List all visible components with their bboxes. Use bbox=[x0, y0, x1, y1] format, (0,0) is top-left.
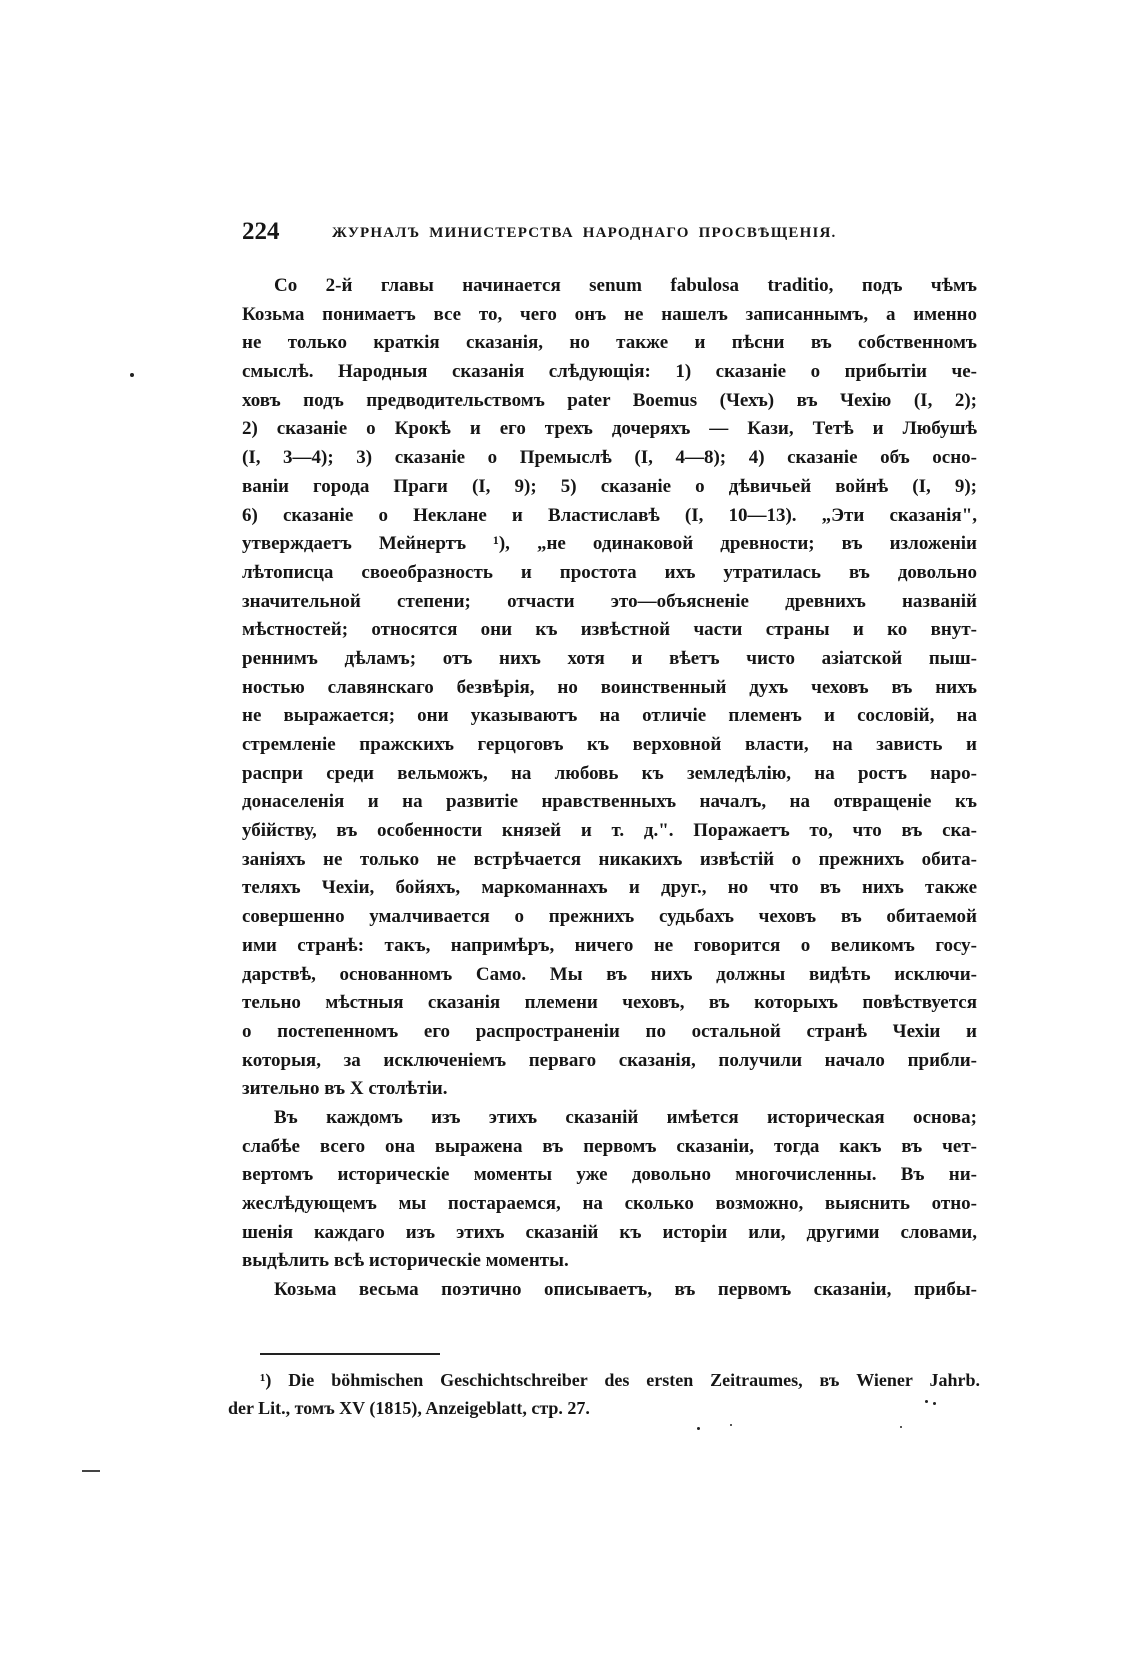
text-line: стремленіе пражскихъ герцоговъ къ верховной власти, на зависть и bbox=[242, 734, 977, 755]
page-number: 224 bbox=[242, 218, 280, 245]
text-line: теляхъ Чехіи, бойяхъ, маркоманнахъ и друг., но что въ нихъ также bbox=[242, 877, 977, 899]
text-line: вертомъ историческіе моменты уже довольно многочисленны. Въ ни- bbox=[242, 1164, 977, 1186]
scan-speck bbox=[697, 1427, 700, 1430]
text-line: значительной степени; отчасти это—объясненіе древнихъ названій bbox=[242, 590, 977, 612]
text-line: ими странѣ: такъ, напримѣръ, ничего не говорится о великомъ госу- bbox=[242, 934, 977, 956]
text-line: Козьма понимаетъ все то, чего онъ не нашелъ записаннымъ, а именно bbox=[242, 303, 977, 325]
text-line: распри среди вельможъ, на любовь къ земледѣлію, на ростъ наро- bbox=[242, 762, 977, 784]
text-line: донаселенія и на развитіе нравственныхъ началъ, на отвращеніе къ bbox=[242, 791, 977, 813]
text-line: о постепенномъ его распространеніи по остальной странѣ Чехіи и bbox=[242, 1020, 977, 1042]
body-text bbox=[242, 272, 977, 1305]
page-header bbox=[242, 218, 967, 258]
text-line: реннимъ дѣламъ; отъ нихъ хотя и вѣетъ чисто азіатской пыш- bbox=[242, 647, 977, 669]
text-line: лѣтописца своеобразность и простота ихъ утратилась въ довольно bbox=[242, 561, 977, 583]
text-line: выдѣлить всѣ историческіе моменты. bbox=[242, 1250, 569, 1272]
text-line: Со 2-й главы начинается senum fabulosa traditio, подъ чѣмъ bbox=[274, 275, 977, 296]
text-line: которыя, за исключеніемъ перваго сказанія, получили начало прибли- bbox=[242, 1049, 977, 1071]
footnote-divider bbox=[260, 1353, 440, 1355]
footnote-line: der Lit., томъ XV (1815), Anzeigeblatt, стр. 27. bbox=[228, 1398, 590, 1418]
scan-speck bbox=[730, 1424, 732, 1426]
text-line: ваніи города Праги (I, 9); 5) сказаніе о дѣвичьей войнѣ (I, 9); bbox=[242, 475, 977, 497]
text-line: совершенно умалчивается о прежнихъ судьбахъ чеховъ въ обитаемой bbox=[242, 906, 977, 928]
text-line: жеслѣдующемъ мы постараемся, на сколько возможно, выяснить отно- bbox=[242, 1193, 977, 1214]
paragraph-1 bbox=[242, 272, 977, 1104]
scan-speck bbox=[900, 1426, 902, 1428]
text-line: Въ каждомъ изъ этихъ сказаній имѣется историческая основа; bbox=[274, 1106, 977, 1128]
text-line: Козьма весьма поэтично описываетъ, въ первомъ сказаніи, прибы- bbox=[274, 1279, 977, 1301]
text-line: смыслѣ. Народныя сказанія слѣдующія: 1) сказаніе о прибытіи че- bbox=[242, 361, 977, 383]
text-line: тельно мѣстныя сказанія племени чеховъ, въ которыхъ повѣствуется bbox=[242, 992, 977, 1014]
scan-speck bbox=[933, 1402, 936, 1405]
paragraph-2 bbox=[242, 1104, 977, 1276]
paragraph-3 bbox=[242, 1276, 977, 1305]
text-line: не выражается; они указываютъ на отличіе племенъ и сословій, на bbox=[242, 705, 977, 727]
text-line: 6) сказаніе о Неклане и Властиславѣ (I, 10—13). „Эти сказанія", bbox=[242, 504, 977, 526]
text-line: шенія каждаго изъ этихъ сказаній къ исторіи или, другими словами, bbox=[242, 1221, 977, 1243]
text-line: не только краткія сказанія, но также и пѣсни въ собственномъ bbox=[242, 332, 977, 354]
text-line: заніяхъ не только не встрѣчается никакихъ извѣстій о прежнихъ обита- bbox=[242, 848, 977, 870]
text-line: ховъ подъ предводительствомъ pater Boemus (Чехъ) въ Чехію (I, 2); bbox=[242, 389, 977, 411]
scan-speck bbox=[130, 373, 134, 377]
text-line: мѣстностей; относятся они къ извѣстной части страны и ко внут- bbox=[242, 619, 977, 641]
footnotes bbox=[228, 1366, 980, 1422]
running-head: ЖУРНАЛЪ МИНИСТЕРСТВА НАРОДНАГО ПРОСВѢЩЕНІЯ. bbox=[332, 225, 837, 241]
text-line: дарствѣ, основанномъ Само. Мы въ нихъ должны видѣть исключи- bbox=[242, 963, 977, 985]
text-line: утверждаетъ Мейнертъ ¹), „не одинаковой древности; въ изложеніи bbox=[242, 533, 977, 555]
scan-speck bbox=[925, 1400, 928, 1403]
margin-mark bbox=[82, 1470, 100, 1472]
text-line: 2) сказаніе о Крокѣ и его трехъ дочеряхъ — Кази, Тетѣ и Любушѣ bbox=[242, 418, 977, 440]
text-line: зительно въ X столѣтіи. bbox=[242, 1078, 448, 1100]
text-line: убійству, въ особенности князей и т. д.". Поражаетъ то, что въ ска- bbox=[242, 820, 977, 842]
text-line: ностью славянскаго безвѣрія, но воинственный духъ чеховъ въ нихъ bbox=[242, 676, 977, 698]
text-line: (I, 3—4); 3) сказаніе о Премыслѣ (I, 4—8); 4) сказаніе объ осно- bbox=[242, 447, 977, 469]
text-line: слабѣе всего она выражена въ первомъ сказаніи, тогда какъ въ чет- bbox=[242, 1135, 977, 1157]
footnote-line: ¹) Die böhmischen Geschichtschreiber des ersten Zeitraumes, въ Wiener Jahrb. bbox=[260, 1370, 980, 1390]
